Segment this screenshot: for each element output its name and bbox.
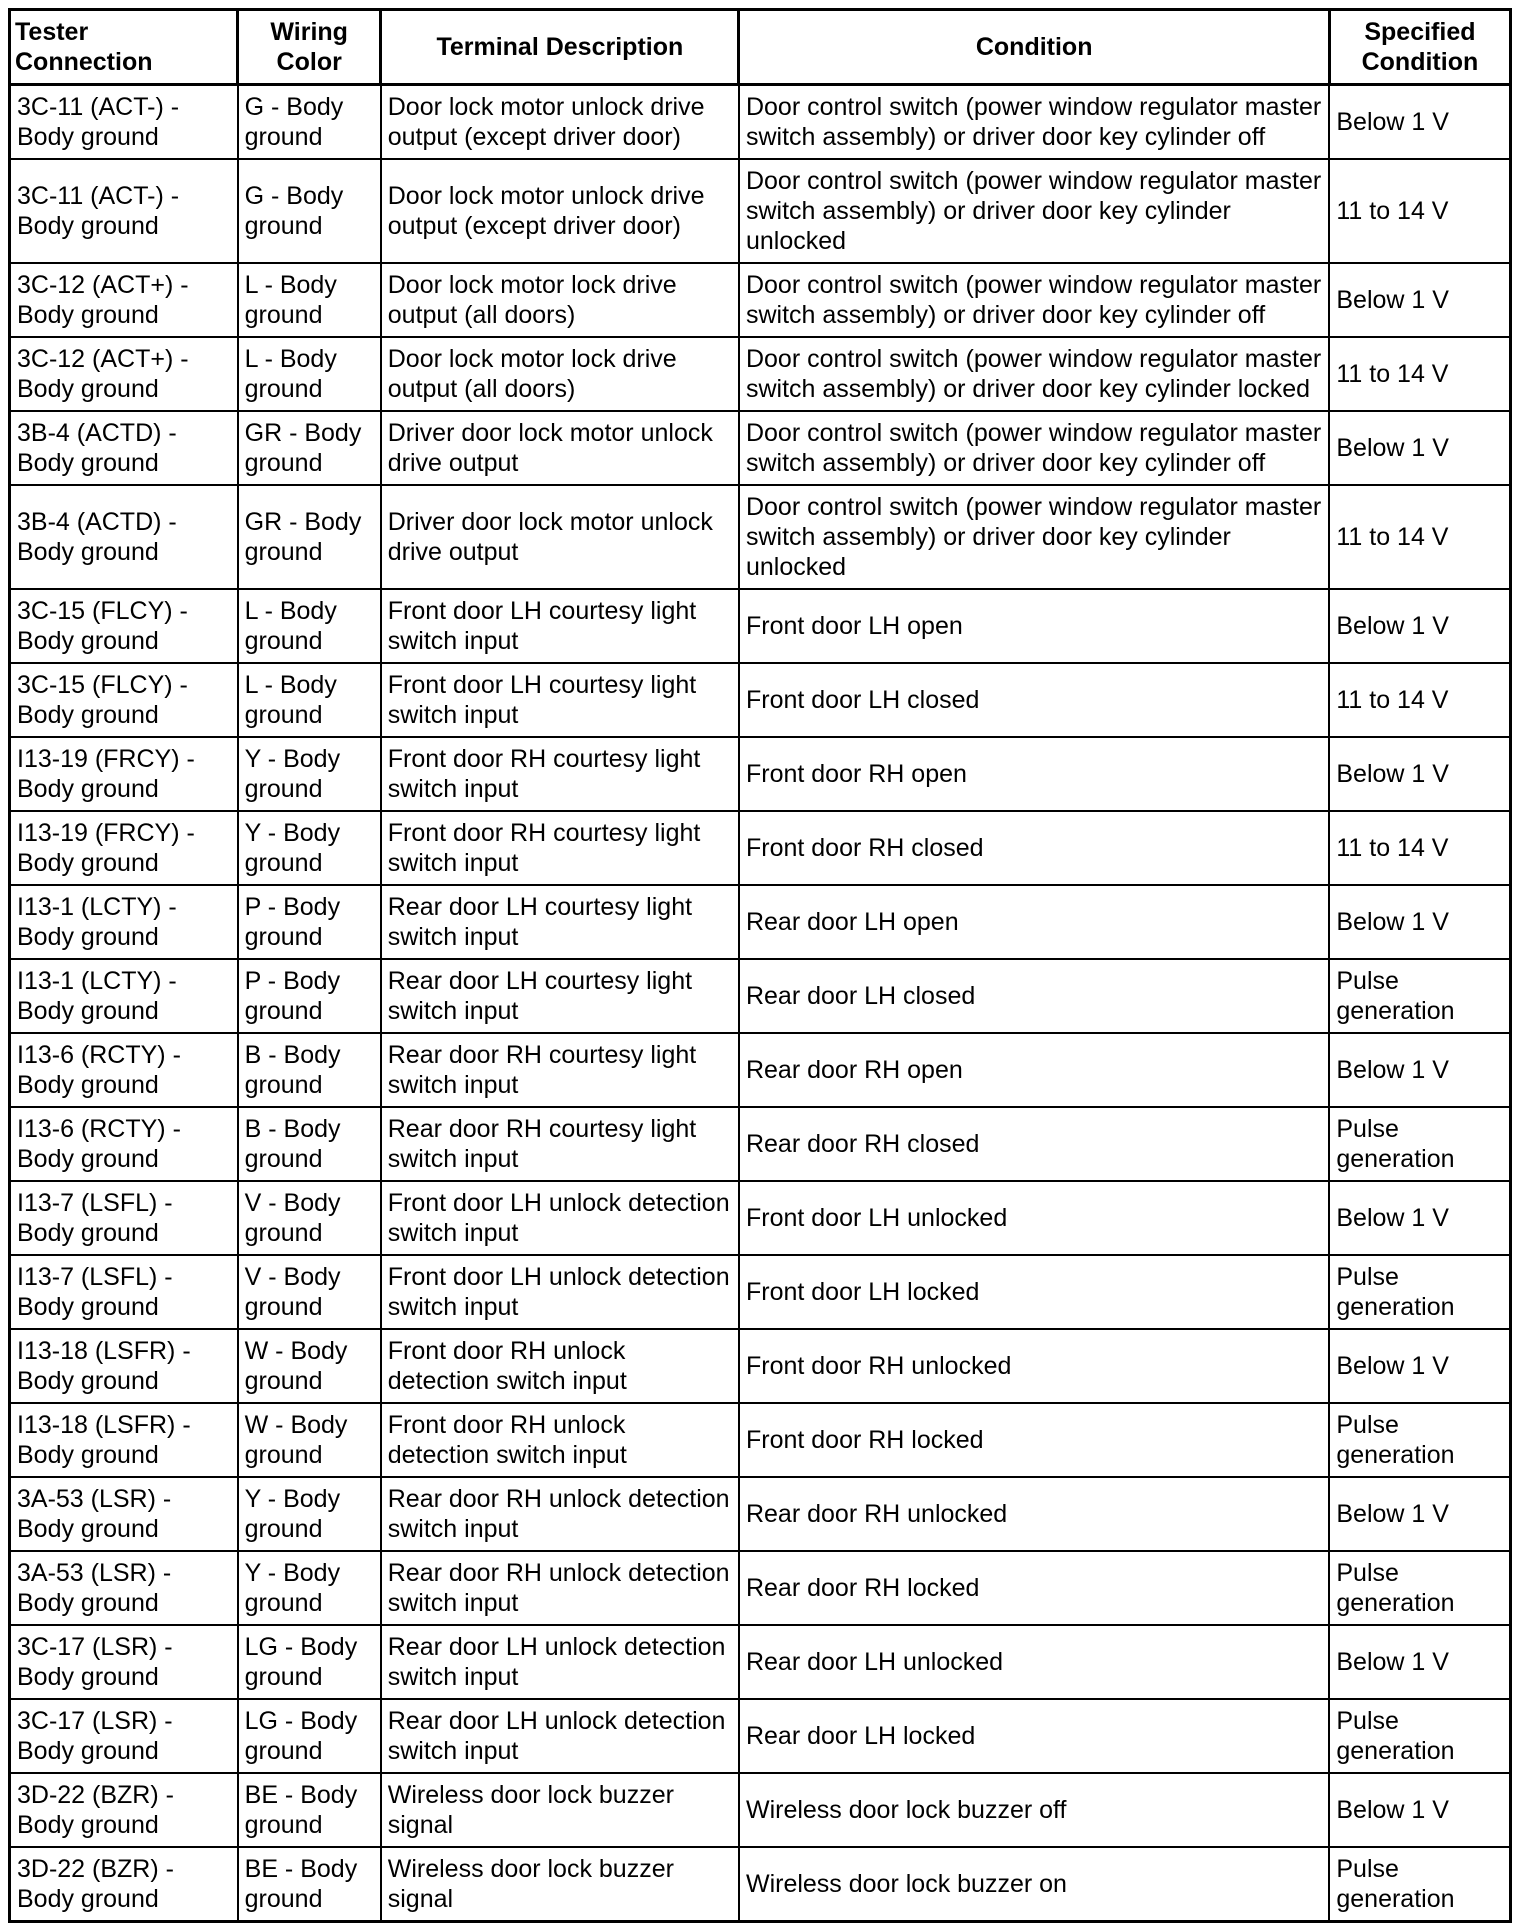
wiring-color-cell: L - Body ground — [238, 337, 381, 411]
specified-condition-cell: Pulse generation — [1329, 1551, 1510, 1625]
tester-connection-cell: 3B-4 (ACTD) - Body ground — [10, 411, 238, 485]
wiring-color-cell: G - Body ground — [238, 159, 381, 263]
specified-condition-cell: Below 1 V — [1329, 263, 1510, 337]
tester-connection-cell: I13-19 (FRCY) - Body ground — [10, 811, 238, 885]
condition-cell: Front door RH locked — [739, 1403, 1329, 1477]
terminal-description-cell: Door lock motor lock drive output (all doors) — [381, 263, 739, 337]
table-row — [10, 1477, 1511, 1551]
terminal-description-cell: Rear door LH unlock detection switch input — [381, 1625, 739, 1699]
condition-cell: Wireless door lock buzzer on — [739, 1847, 1329, 1922]
wiring-color-cell: BE - Body ground — [238, 1773, 381, 1847]
terminal-description-cell: Rear door RH courtesy light switch input — [381, 1107, 739, 1181]
tester-connection-cell: I13-18 (LSFR) - Body ground — [10, 1329, 238, 1403]
table-row — [10, 1033, 1511, 1107]
header-specified-condition: Specified Condition — [1329, 10, 1510, 85]
table-row — [10, 1255, 1511, 1329]
tester-connection-cell: 3C-15 (FLCY) - Body ground — [10, 589, 238, 663]
table-row — [10, 737, 1511, 811]
specified-condition-cell: Below 1 V — [1329, 1477, 1510, 1551]
condition-cell: Rear door RH open — [739, 1033, 1329, 1107]
wiring-color-cell: BE - Body ground — [238, 1847, 381, 1922]
terminal-description-cell: Front door RH unlock detection switch input — [381, 1403, 739, 1477]
table-row — [10, 485, 1511, 589]
tester-connection-cell: I13-6 (RCTY) - Body ground — [10, 1107, 238, 1181]
wiring-color-cell: W - Body ground — [238, 1329, 381, 1403]
tester-connection-cell: 3C-12 (ACT+) - Body ground — [10, 337, 238, 411]
specified-condition-cell: Below 1 V — [1329, 885, 1510, 959]
wiring-color-cell: V - Body ground — [238, 1181, 381, 1255]
table-row — [10, 885, 1511, 959]
terminal-description-cell: Front door LH courtesy light switch input — [381, 589, 739, 663]
terminal-description-cell: Rear door RH courtesy light switch input — [381, 1033, 739, 1107]
header-condition: Condition — [739, 10, 1329, 85]
table-row — [10, 663, 1511, 737]
wiring-color-cell: B - Body ground — [238, 1107, 381, 1181]
specified-condition-cell: 11 to 14 V — [1329, 485, 1510, 589]
wiring-color-cell: Y - Body ground — [238, 737, 381, 811]
tester-connection-cell: 3C-11 (ACT-) - Body ground — [10, 159, 238, 263]
specified-condition-cell: Pulse generation — [1329, 1699, 1510, 1773]
table-row — [10, 1181, 1511, 1255]
tester-connection-cell: 3D-22 (BZR) - Body ground — [10, 1847, 238, 1922]
terminal-description-cell: Rear door RH unlock detection switch input — [381, 1551, 739, 1625]
specified-condition-cell: Pulse generation — [1329, 1403, 1510, 1477]
condition-cell: Door control switch (power window regulator master switch assembly) or driver door key cylinder unlocked — [739, 485, 1329, 589]
table-row — [10, 1773, 1511, 1847]
terminal-description-cell: Rear door LH unlock detection switch input — [381, 1699, 739, 1773]
tester-connection-cell: I13-1 (LCTY) - Body ground — [10, 885, 238, 959]
wiring-color-cell: Y - Body ground — [238, 811, 381, 885]
terminal-description-cell: Front door RH unlock detection switch input — [381, 1329, 739, 1403]
wiring-color-cell: P - Body ground — [238, 959, 381, 1033]
wiring-color-cell: Y - Body ground — [238, 1477, 381, 1551]
table-row — [10, 337, 1511, 411]
wiring-color-cell: P - Body ground — [238, 885, 381, 959]
table-row — [10, 1847, 1511, 1922]
terminal-description-cell: Door lock motor unlock drive output (except driver door) — [381, 159, 739, 263]
terminal-description-cell: Rear door LH courtesy light switch input — [381, 885, 739, 959]
condition-cell: Front door LH closed — [739, 663, 1329, 737]
condition-cell: Rear door LH closed — [739, 959, 1329, 1033]
tester-connection-cell: I13-1 (LCTY) - Body ground — [10, 959, 238, 1033]
wiring-color-cell: B - Body ground — [238, 1033, 381, 1107]
terminal-description-cell: Wireless door lock buzzer signal — [381, 1773, 739, 1847]
condition-cell: Front door RH open — [739, 737, 1329, 811]
condition-cell: Rear door RH locked — [739, 1551, 1329, 1625]
tester-connection-cell: I13-6 (RCTY) - Body ground — [10, 1033, 238, 1107]
header-terminal-description: Terminal Description — [381, 10, 739, 85]
wiring-color-cell: L - Body ground — [238, 263, 381, 337]
table-body — [10, 85, 1511, 1922]
condition-cell: Door control switch (power window regulator master switch assembly) or driver door key cylinder unlocked — [739, 159, 1329, 263]
terminal-description-cell: Front door RH courtesy light switch input — [381, 737, 739, 811]
specified-condition-cell: Below 1 V — [1329, 1181, 1510, 1255]
condition-cell: Wireless door lock buzzer off — [739, 1773, 1329, 1847]
condition-cell: Door control switch (power window regulator master switch assembly) or driver door key cylinder off — [739, 411, 1329, 485]
condition-cell: Rear door LH unlocked — [739, 1625, 1329, 1699]
condition-cell: Front door RH unlocked — [739, 1329, 1329, 1403]
specified-condition-cell: Below 1 V — [1329, 1773, 1510, 1847]
condition-cell: Rear door RH closed — [739, 1107, 1329, 1181]
specified-condition-cell: Below 1 V — [1329, 737, 1510, 811]
tester-connection-cell: 3C-12 (ACT+) - Body ground — [10, 263, 238, 337]
condition-cell: Door control switch (power window regulator master switch assembly) or driver door key cylinder off — [739, 85, 1329, 160]
specified-condition-cell: Pulse generation — [1329, 1107, 1510, 1181]
wiring-color-cell: LG - Body ground — [238, 1625, 381, 1699]
specified-condition-cell: Pulse generation — [1329, 959, 1510, 1033]
terminal-description-cell: Driver door lock motor unlock drive output — [381, 411, 739, 485]
wiring-color-cell: GR - Body ground — [238, 485, 381, 589]
table-row — [10, 411, 1511, 485]
specified-condition-cell: Below 1 V — [1329, 1329, 1510, 1403]
terminal-description-cell: Rear door LH courtesy light switch input — [381, 959, 739, 1033]
wiring-color-cell: LG - Body ground — [238, 1699, 381, 1773]
terminal-description-cell: Front door LH courtesy light switch input — [381, 663, 739, 737]
table-row — [10, 959, 1511, 1033]
terminal-description-cell: Front door LH unlock detection switch input — [381, 1255, 739, 1329]
wiring-color-cell: G - Body ground — [238, 85, 381, 160]
table-row — [10, 589, 1511, 663]
table-row — [10, 1107, 1511, 1181]
terminal-description-cell: Front door RH courtesy light switch input — [381, 811, 739, 885]
specified-condition-cell: 11 to 14 V — [1329, 159, 1510, 263]
terminal-description-cell: Front door LH unlock detection switch input — [381, 1181, 739, 1255]
tester-connection-cell: 3A-53 (LSR) - Body ground — [10, 1477, 238, 1551]
specified-condition-cell: 11 to 14 V — [1329, 337, 1510, 411]
table-row — [10, 1329, 1511, 1403]
tester-connection-cell: 3D-22 (BZR) - Body ground — [10, 1773, 238, 1847]
table-row — [10, 1625, 1511, 1699]
header-wiring-color: Wiring Color — [238, 10, 381, 85]
tester-connection-cell: I13-7 (LSFL) - Body ground — [10, 1255, 238, 1329]
table-row — [10, 263, 1511, 337]
table-row — [10, 1551, 1511, 1625]
tester-connection-cell: 3C-17 (LSR) - Body ground — [10, 1699, 238, 1773]
table-row — [10, 159, 1511, 263]
specified-condition-cell: Below 1 V — [1329, 85, 1510, 160]
terminal-description-cell: Driver door lock motor unlock drive output — [381, 485, 739, 589]
specified-condition-cell: Below 1 V — [1329, 1625, 1510, 1699]
terminal-description-cell: Wireless door lock buzzer signal — [381, 1847, 739, 1922]
specified-condition-cell: Pulse generation — [1329, 1255, 1510, 1329]
specified-condition-cell: Pulse generation — [1329, 1847, 1510, 1922]
terminal-description-cell: Door lock motor lock drive output (all doors) — [381, 337, 739, 411]
table-row — [10, 811, 1511, 885]
condition-cell: Front door LH unlocked — [739, 1181, 1329, 1255]
specified-condition-cell: 11 to 14 V — [1329, 811, 1510, 885]
tester-connection-cell: 3B-4 (ACTD) - Body ground — [10, 485, 238, 589]
header-tester-connection: Tester Connection — [10, 10, 238, 85]
tester-connection-cell: 3C-11 (ACT-) - Body ground — [10, 85, 238, 160]
condition-cell: Front door LH locked — [739, 1255, 1329, 1329]
condition-cell: Front door RH closed — [739, 811, 1329, 885]
specified-condition-cell: Below 1 V — [1329, 411, 1510, 485]
tester-connection-cell: 3C-17 (LSR) - Body ground — [10, 1625, 238, 1699]
tester-connection-cell: 3A-53 (LSR) - Body ground — [10, 1551, 238, 1625]
tester-connection-cell: 3C-15 (FLCY) - Body ground — [10, 663, 238, 737]
specified-condition-cell: 11 to 14 V — [1329, 663, 1510, 737]
wiring-color-cell: W - Body ground — [238, 1403, 381, 1477]
condition-cell: Rear door LH locked — [739, 1699, 1329, 1773]
wiring-color-cell: GR - Body ground — [238, 411, 381, 485]
wiring-color-cell: L - Body ground — [238, 589, 381, 663]
specified-condition-cell: Below 1 V — [1329, 1033, 1510, 1107]
condition-cell: Door control switch (power window regulator master switch assembly) or driver door key cylinder off — [739, 263, 1329, 337]
condition-cell: Rear door RH unlocked — [739, 1477, 1329, 1551]
table-row — [10, 1403, 1511, 1477]
wiring-color-cell: V - Body ground — [238, 1255, 381, 1329]
terminal-description-cell: Door lock motor unlock drive output (except driver door) — [381, 85, 739, 160]
wiring-color-cell: Y - Body ground — [238, 1551, 381, 1625]
condition-cell: Front door LH open — [739, 589, 1329, 663]
terminal-description-cell: Rear door RH unlock detection switch input — [381, 1477, 739, 1551]
table-row — [10, 85, 1511, 160]
specified-condition-cell: Below 1 V — [1329, 589, 1510, 663]
header-row — [10, 10, 1511, 85]
specification-table — [8, 8, 1512, 1923]
wiring-color-cell: L - Body ground — [238, 663, 381, 737]
tester-connection-cell: I13-7 (LSFL) - Body ground — [10, 1181, 238, 1255]
condition-cell: Door control switch (power window regulator master switch assembly) or driver door key cylinder locked — [739, 337, 1329, 411]
condition-cell: Rear door LH open — [739, 885, 1329, 959]
table-row — [10, 1699, 1511, 1773]
tester-connection-cell: I13-19 (FRCY) - Body ground — [10, 737, 238, 811]
tester-connection-cell: I13-18 (LSFR) - Body ground — [10, 1403, 238, 1477]
